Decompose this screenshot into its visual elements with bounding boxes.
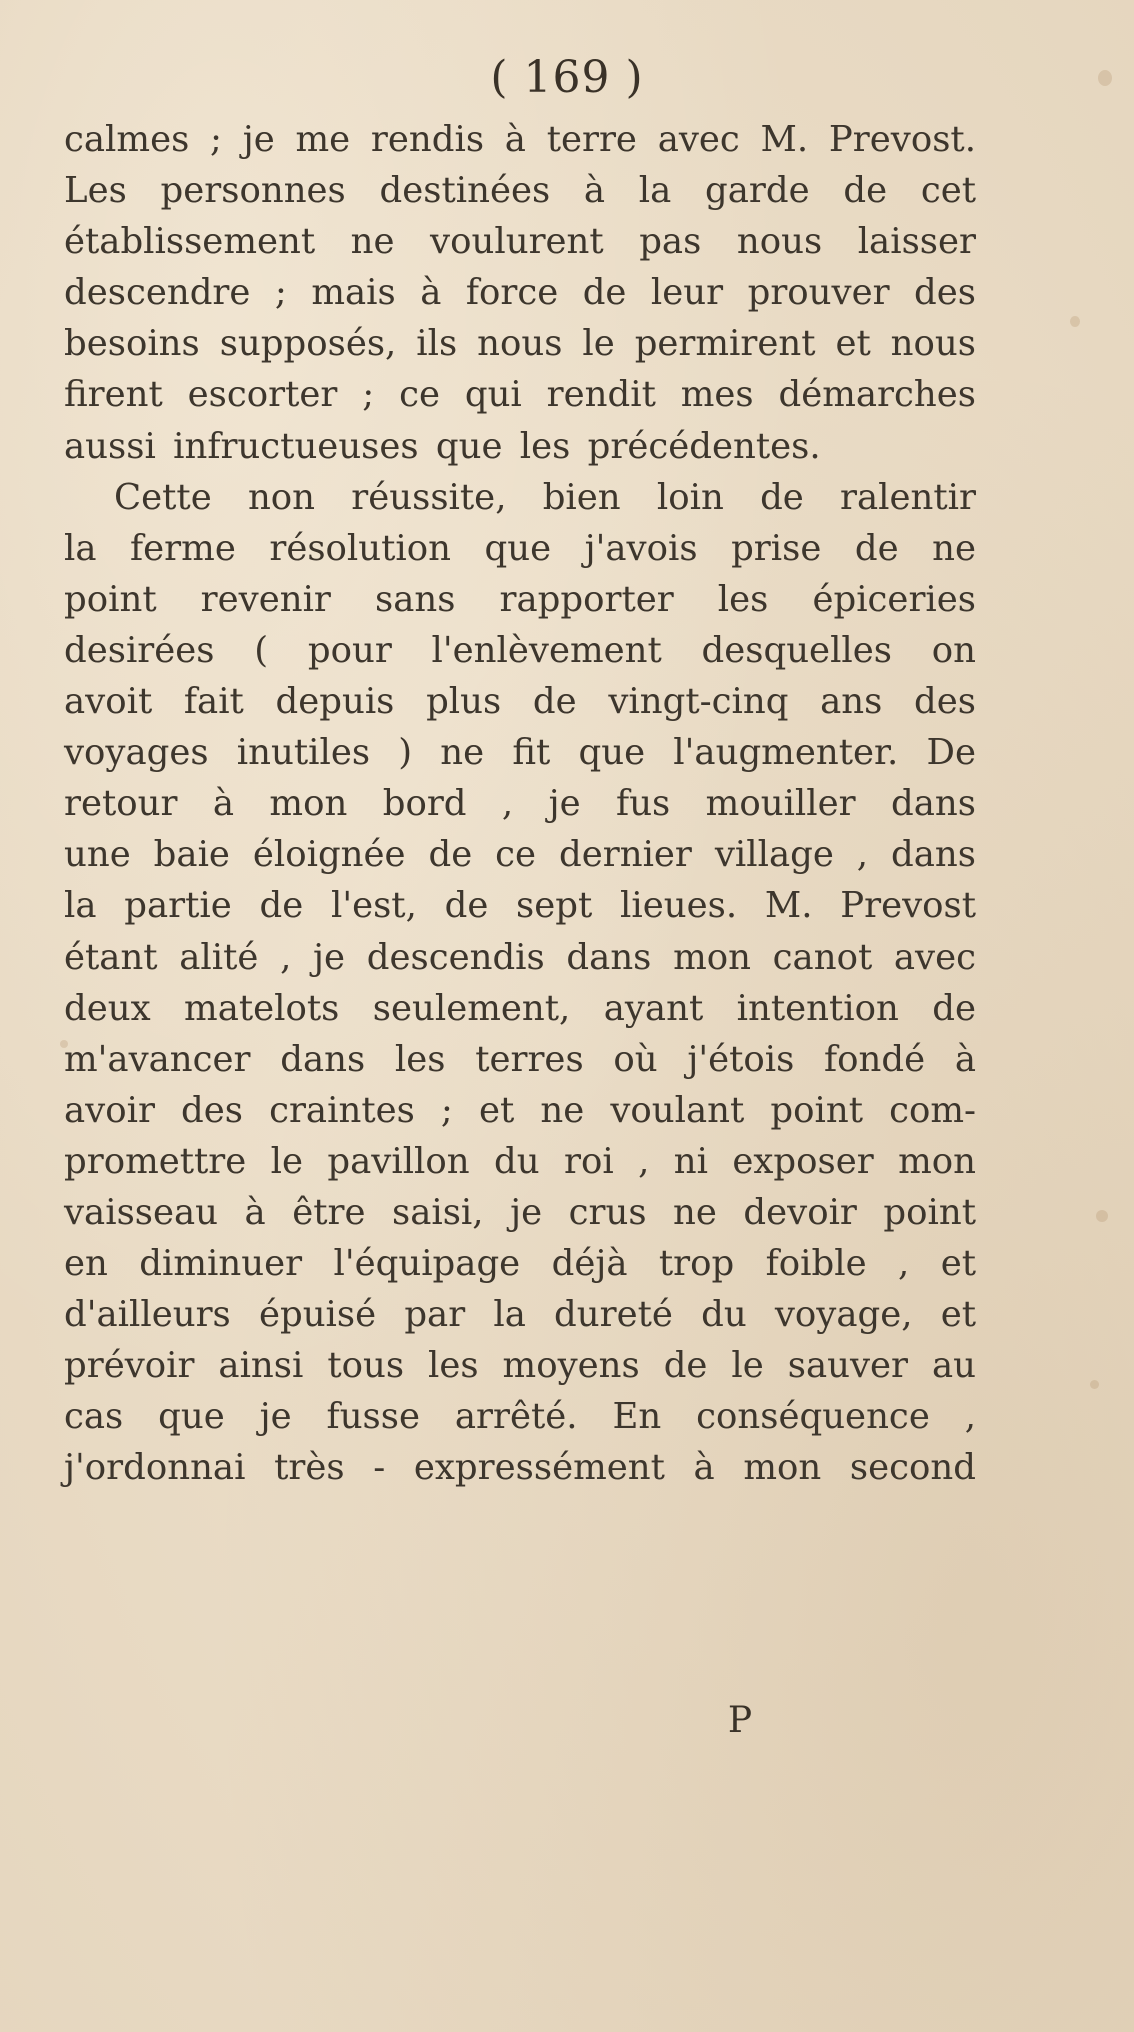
signature-mark: P [727, 1700, 753, 1741]
text-line: descendre ; mais à force de leur prouver des [64, 272, 976, 314]
text-line: m'avancer dans les terres où j'étois fondé à [64, 1038, 976, 1080]
text-line: aussi infructueuses que les précédentes. [64, 425, 821, 467]
text-line: besoins supposés, ils nous le permirent et nous [64, 323, 976, 365]
text-line: cas que je fusse arrêté. En conséquence , [64, 1396, 976, 1438]
text-line: point revenir sans rapporter les épiceries [64, 578, 976, 620]
text-line: desirées ( pour l'enlèvement desquelles on [64, 629, 976, 671]
text-line: voyages inutiles ) ne fit que l'augmenter. De [64, 732, 976, 774]
text-line: j'ordonnai très - expressément à mon second [64, 1447, 976, 1489]
text-line: étant alité , je descendis dans mon canot avec [64, 936, 976, 978]
text-line: Les personnes destinées à la garde de cet [64, 170, 976, 212]
text-line: deux matelots seulement, ayant intention de [64, 987, 976, 1029]
text-line: avoir des craintes ; et ne voulant point com- [64, 1089, 976, 1131]
text-line: la ferme résolution que j'avois prise de ne [64, 527, 976, 569]
text-line: calmes ; je me rendis à terre avec M. Prevost. [64, 119, 976, 160]
text-line: prévoir ainsi tous les moyens de le sauver au [64, 1345, 976, 1387]
text-line: firent escorter ; ce qui rendit mes démarches [64, 374, 976, 416]
page-number: ( 169 ) [490, 52, 644, 103]
paper-stain [1070, 316, 1080, 327]
text-line: en diminuer l'équipage déjà trop foible , et [64, 1243, 976, 1285]
text-line: retour à mon bord , je fus mouiller dans [64, 783, 976, 825]
paper-stain [1090, 1380, 1099, 1389]
text-line: avoit fait depuis plus de vingt-cinq ans des [64, 681, 976, 723]
text-line: promettre le pavillon du roi , ni exposer mon [64, 1140, 976, 1182]
text-line: une baie éloignée de ce dernier village , dans [64, 834, 976, 876]
text-line: d'ailleurs épuisé par la dureté du voyage, et [64, 1294, 976, 1336]
text-line: la partie de l'est, de sept lieues. M. Prevost [64, 885, 976, 927]
text-line: Cette non réussite, bien loin de ralentir [114, 476, 976, 518]
text-line: établissement ne voulurent pas nous laisser [64, 221, 976, 263]
body-text [64, 114, 976, 1494]
paper-stain [1096, 1210, 1108, 1222]
text-line: vaisseau à être saisi, je crus ne devoir point [64, 1191, 976, 1233]
